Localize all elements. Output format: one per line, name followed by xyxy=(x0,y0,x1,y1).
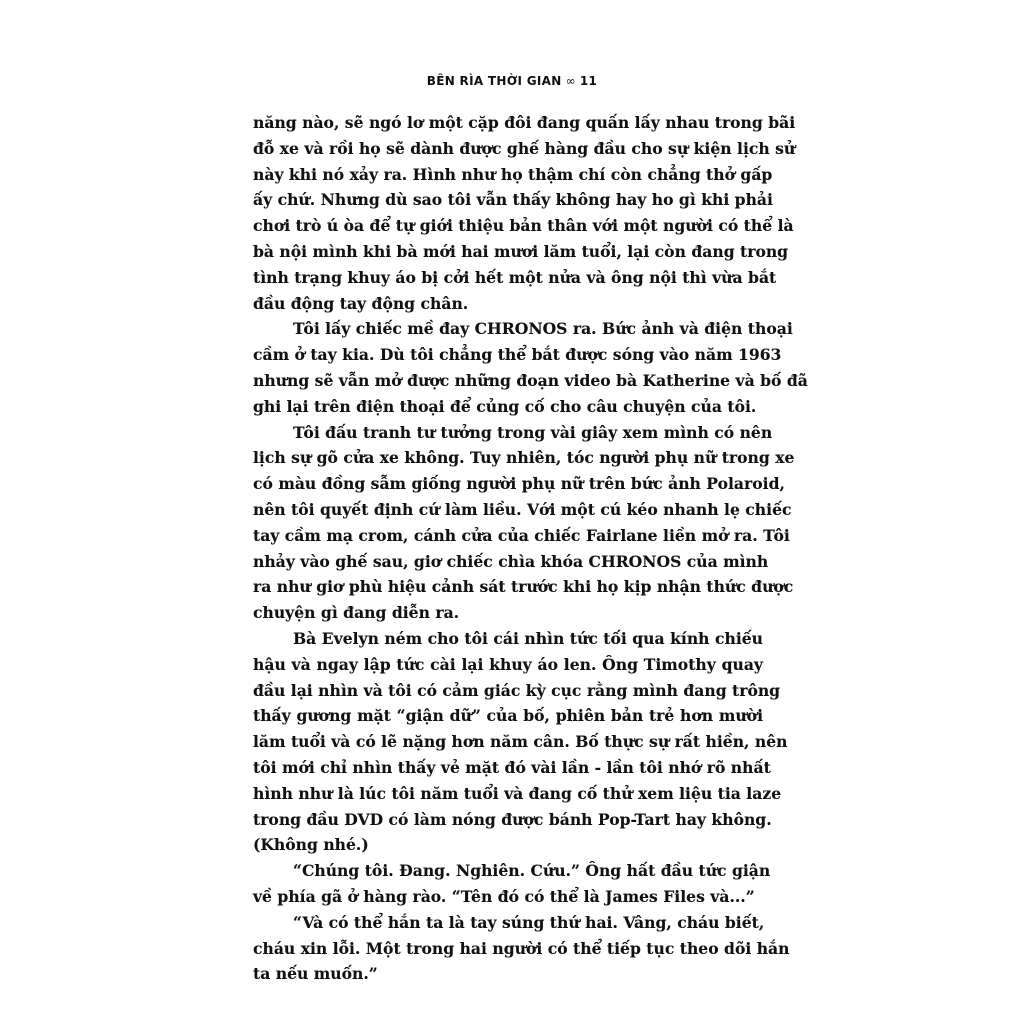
text-line: “Chúng tôi. Đang. Nghiên. Cứu.” Ông hất đầu tức giận xyxy=(293,861,771,881)
text-line: trong đầu DVD có làm nóng được bánh Pop-Tart hay không. xyxy=(253,809,772,829)
text-line: chơi trò ú òa để tự giới thiệu bản thân với một người có thể là xyxy=(253,216,794,236)
body-text xyxy=(253,110,808,987)
text-line: đỗ xe và rồi họ sẽ dành được ghế hàng đầu cho sự kiện lịch sử xyxy=(253,138,796,158)
text-line: nhưng sẽ vẫn mở được những đoạn video bà Katherine và bố đã xyxy=(253,370,808,390)
text-line: cháu xin lỗi. Một trong hai người có thể tiếp tục theo dõi hắn xyxy=(253,938,790,958)
text-line: nên tôi quyết định cứ làm liều. Với một cú kéo nhanh lẹ chiếc xyxy=(253,499,792,519)
page-number: 11 xyxy=(579,74,598,88)
text-line: thấy gương mặt “giận dữ” của bố, phiên bản trẻ hơn mười xyxy=(253,706,763,726)
text-line: Bà Evelyn ném cho tôi cái nhìn tức tối qua kính chiếu xyxy=(293,628,763,648)
infinity-separator-icon: ∞ xyxy=(565,74,576,88)
text-line: tay cầm mạ crom, cánh cửa của chiếc Fairlane liền mở ra. Tôi xyxy=(253,525,790,545)
text-line: chuyện gì đang diễn ra. xyxy=(253,603,460,623)
text-line: Tôi lấy chiếc mề đay CHRONOS ra. Bức ảnh và điện thoại xyxy=(293,319,793,339)
text-line: (Không nhé.) xyxy=(253,835,369,855)
text-line: ghi lại trên điện thoại để củng cố cho câu chuyện của tôi. xyxy=(253,396,757,416)
text-line: đầu lại nhìn và tôi có cảm giác kỳ cục rằng mình đang trông xyxy=(253,680,781,700)
text-line: Tôi đấu tranh tư tưởng trong vài giây xem mình có nên xyxy=(293,422,773,442)
text-line: hình như là lúc tôi năm tuổi và đang cố thử xem liệu tia laze xyxy=(253,783,782,803)
text-line: có màu đồng sẫm giống người phụ nữ trên bức ảnh Polaroid, xyxy=(253,474,785,494)
text-line: lăm tuổi và có lẽ nặng hơn năm cân. Bố thực sự rất hiền, nên xyxy=(253,732,788,752)
text-line: “Và có thể hắn ta là tay súng thứ hai. Vâng, cháu biết, xyxy=(293,912,765,932)
text-line: tình trạng khuy áo bị cởi hết một nửa và ông nội thì vừa bắt xyxy=(253,267,777,287)
running-header xyxy=(0,74,1024,88)
text-line: cầm ở tay kia. Dù tôi chẳng thể bắt được sóng vào năm 1963 xyxy=(253,345,782,365)
text-line: ra như giơ phù hiệu cảnh sát trước khi họ kịp nhận thức được xyxy=(253,577,794,597)
text-line: nhảy vào ghế sau, giơ chiếc chìa khóa CHRONOS của mình xyxy=(253,551,769,571)
text-line: về phía gã ở hàng rào. “Tên đó có thể là James Files và...” xyxy=(253,886,755,906)
text-line: ấy chứ. Nhưng dù sao tôi vẫn thấy không hay ho gì khi phải xyxy=(253,190,773,210)
text-line: này khi nó xảy ra. Hình như họ thậm chí còn chẳng thở gấp xyxy=(253,164,773,184)
text-line: năng nào, sẽ ngó lơ một cặp đôi đang quấn lấy nhau trong bãi xyxy=(253,113,796,132)
text-line: hậu và ngay lập tức cài lại khuy áo len. Ông Timothy quay xyxy=(253,654,763,674)
text-line: ta nếu muốn.” xyxy=(253,964,378,984)
header-title: BÊN RÌA THỜI GIAN xyxy=(426,74,562,88)
text-line: bà nội mình khi bà mới hai mươi lăm tuổi, lại còn đang trong xyxy=(253,241,789,261)
text-line: đầu động tay động chân. xyxy=(253,293,469,313)
text-line: lịch sự gõ cửa xe không. Tuy nhiên, tóc người phụ nữ trong xe xyxy=(253,448,795,468)
text-line: tôi mới chỉ nhìn thấy vẻ mặt đó vài lần - lần tôi nhớ rõ nhất xyxy=(253,757,771,777)
